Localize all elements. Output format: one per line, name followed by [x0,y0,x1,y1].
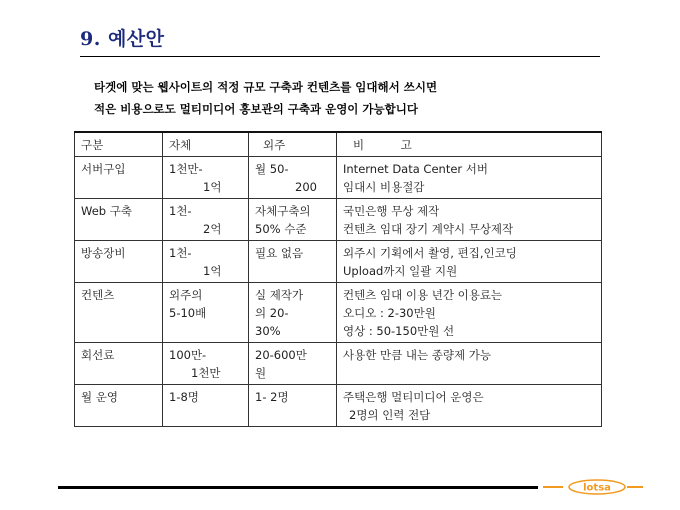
table-row [75,157,602,199]
row-note: Internet Data Center 서버 임대시 비용절감 [337,157,602,199]
row-category: 회선료 [75,343,163,385]
row-self: 1천만- 1억 [163,157,249,199]
table-row [75,241,602,283]
row-note: 주택은행 멀티미디어 운영은 2명의 인력 전담 [337,385,602,427]
table-row [75,199,602,241]
table-row [75,385,602,427]
row-outsource: 20-600만 원 [249,343,337,385]
row-category: 서버구입 [75,157,163,199]
header-self: 자체 [163,132,249,157]
row-note: 국민은행 무상 제작 컨텐츠 임대 장기 계약시 무상제작 [337,199,602,241]
budget-table [74,131,602,427]
row-category: 컨텐츠 [75,283,163,343]
intro-line: 적은 비용으로도 멀티미디어 홍보관의 구축과 운영이 가능합니다 [94,102,418,116]
page-title: 9. 예산안 [80,28,165,50]
row-outsource: 자체구축의 50% 수준 [249,199,337,241]
row-self: 100만- 1천만 [163,343,249,385]
title-divider [80,56,600,57]
row-category: 월 운영 [75,385,163,427]
header-outsource: 외주 [249,132,337,157]
intro-line: 타겟에 맞는 웹사이트의 적정 규모 구축과 컨텐츠를 임대해서 쓰시면 [94,80,438,94]
row-outsource: 실 제작가 의 20- 30% [249,283,337,343]
header-category: 구분 [75,132,163,157]
row-category: Web 구축 [75,199,163,241]
row-outsource: 1- 2명 [249,385,337,427]
row-self: 외주의 5-10배 [163,283,249,343]
row-outsource: 필요 없음 [249,241,337,283]
lotsa-logo [543,479,643,495]
intro-text [94,76,437,120]
footer-divider [58,486,538,489]
svg-text:lotsa: lotsa [583,482,611,494]
table-row [75,343,602,385]
row-self: 1천- 1억 [163,241,249,283]
row-self: 1천- 2억 [163,199,249,241]
row-note: 컨텐츠 임대 이용 년간 이용료는 오디오 : 2-30만원 영상 : 50-150만원 선 [337,283,602,343]
row-outsource: 월 50- 200 [249,157,337,199]
row-note: 사용한 만큼 내는 종량제 가능 [337,343,602,385]
header-note: 비 고 [337,132,602,157]
row-category: 방송장비 [75,241,163,283]
table-row [75,283,602,343]
row-self: 1-8명 [163,385,249,427]
row-note: 외주시 기획에서 촬영, 편집,인코딩 Upload까지 일괄 지원 [337,241,602,283]
table-header-row [75,132,602,157]
